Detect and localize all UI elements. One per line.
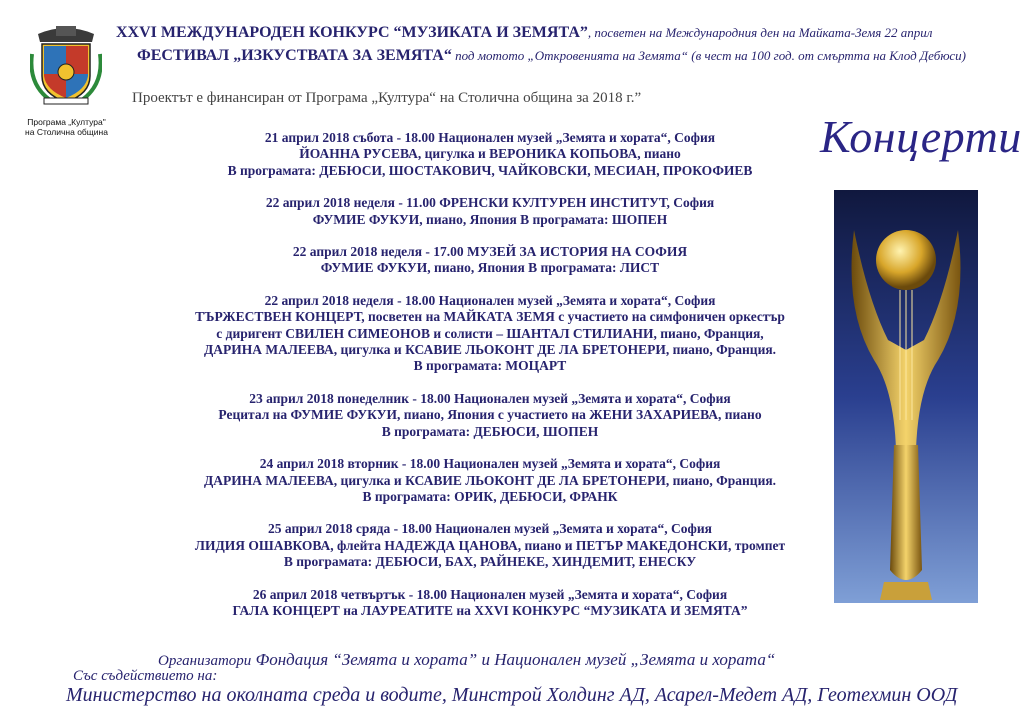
event-3 — [160, 244, 820, 277]
event-performers: ЙОАННА РУСЕВА, цигулка и ВЕРОНИКА КОПЬОВА, пиано — [299, 146, 681, 162]
event-performers: ЛИДИЯ ОШАВКОВА, флейта НАДЕЖДА ЦАНОВА, пиано и ПЕТЪР МАКЕДОНСКИ, тромпет — [194, 537, 786, 553]
festival-subtitle: под мотото „Откровенията на Земята“ (в чест на 100 год. от смъртта на Клод Дебюси) — [451, 48, 966, 63]
event-performers: ТЪРЖЕСТВЕН КОНЦЕРТ, посветен на МАЙКАТА ЗЕМЯ с участието на симфоничен оркестър — [195, 309, 785, 325]
organizers — [158, 650, 775, 670]
event-performers: ФУМИЕ ФУКУИ, пиано, Япония В програмата: ЛИСТ — [320, 260, 660, 276]
event-performers: ГАЛА КОНЦЕРТ на ЛАУРЕАТИТЕ на XXVI КОНКУРС “МУЗИКАТА И ЗЕМЯТА” — [232, 602, 748, 618]
crest-caption — [14, 117, 119, 137]
festival-title: ФЕСТИВАЛ „ИЗКУСТВАТА ЗА ЗЕМЯТА“ — [137, 47, 452, 64]
concert-program — [160, 130, 820, 635]
event-date-line: 22 април 2018 неделя - 18.00 Национален музей „Земята и хората“, София — [264, 292, 716, 308]
organizers-label: Организатори — [158, 653, 252, 669]
cooperation-label: Със съдействието на: — [73, 668, 218, 684]
event-date-line: 23 април 2018 понеделник - 18.00 Национален музей „Земята и хората“, София — [249, 390, 731, 406]
event-8 — [160, 587, 820, 620]
event-performers: ФУМИЕ ФУКУИ, пиано, Япония В програмата: ШОПЕН — [312, 211, 668, 227]
event-program: В програмата: МОЦАРТ — [413, 358, 567, 374]
funding-note: Проектът е финансиран от Програма „Култура“ на Столична община за 2018 г.” — [132, 90, 642, 106]
event-6 — [160, 456, 820, 505]
event-performers: Рецитал на ФУМИЕ ФУКУИ, пиано, Япония с участието на ЖЕНИ ЗАХАРИЕВА, пиано — [218, 407, 762, 423]
event-program: В програмата: ДЕБЮСИ, БАХ, РАЙНЕКЕ, ХИНДЕМИТ, ЕНЕСКУ — [283, 554, 697, 570]
event-4 — [160, 293, 820, 375]
event-program: В програмата: ДЕБЮСИ, ШОСТАКОВИЧ, ЧАЙКОВСКИ, МЕСИАН, ПРОКОФИЕВ — [227, 162, 753, 178]
event-program: В програмата: ДЕБЮСИ, ШОПЕН — [381, 423, 599, 439]
event-performers-3: ДАРИНА МАЛЕЕВА, цигулка и КСАВИЕ ЛЬОКОНТ ДЕ ЛА БРЕТОНЕРИ, пиано, Франция. — [203, 342, 777, 358]
organizers-names: Фондация “Земята и хората” и Национален музей „Земята и хората“ — [255, 650, 776, 669]
event-date-line: 22 април 2018 неделя - 11.00 ФРЕНСКИ КУЛТУРЕН ИНСТИТУТ, София — [265, 195, 715, 211]
sofia-crest-icon — [30, 24, 102, 106]
event-performers: ДАРИНА МАЛЕЕВА, цигулка и КСАВИЕ ЛЬОКОНТ ДЕ ЛА БРЕТОНЕРИ, пиано, Франция. — [203, 472, 777, 488]
header-line-2 — [137, 47, 1017, 65]
competition-subtitle: , посветен на Международния ден на Майката-Земя 22 април — [587, 25, 933, 40]
event-date-line: 25 април 2018 сряда - 18.00 Национален музей „Земята и хората“, София — [268, 521, 712, 537]
concerts-title: Концерти — [820, 111, 1022, 162]
event-date-line: 26 април 2018 четвъртък - 18.00 Национален музей „Земята и хората“, София — [252, 586, 728, 602]
event-program: В програмата: ОРИК, ДЕБЮСИ, ФРАНК — [362, 488, 618, 504]
event-1 — [160, 130, 820, 179]
competition-title: XXVI МЕЖДУНАРОДЕН КОНКУРС “МУЗИКАТА И ЗЕМЯТА” — [116, 24, 588, 41]
event-performers-2: с диригент СВИЛЕН СИМЕОНОВ и солисти – ШАНТАЛ СТИЛИАНИ, пиано, Франция, — [216, 325, 764, 341]
event-5 — [160, 391, 820, 440]
event-date-line: 21 април 2018 събота - 18.00 Национален музей „Земята и хората“, София — [264, 130, 716, 145]
crest-caption-line2: на Столична община — [25, 127, 108, 137]
sponsors: Министерство на околната среда и водите, Минстрой Холдинг АД, Асарел-Медет АД, Геотехмин ООД — [66, 684, 958, 706]
statue-icon — [834, 190, 978, 603]
event-date-line: 24 април 2018 вторник - 18.00 Национален музей „Земята и хората“, София — [259, 456, 721, 472]
event-2 — [160, 195, 820, 228]
event-7 — [160, 521, 820, 570]
header-line-1 — [116, 24, 1016, 42]
crest-caption-line1: Програма „Култура" — [27, 117, 106, 127]
event-date-line: 22 април 2018 неделя - 17.00 МУЗЕЙ ЗА ИСТОРИЯ НА СОФИЯ — [292, 244, 688, 260]
